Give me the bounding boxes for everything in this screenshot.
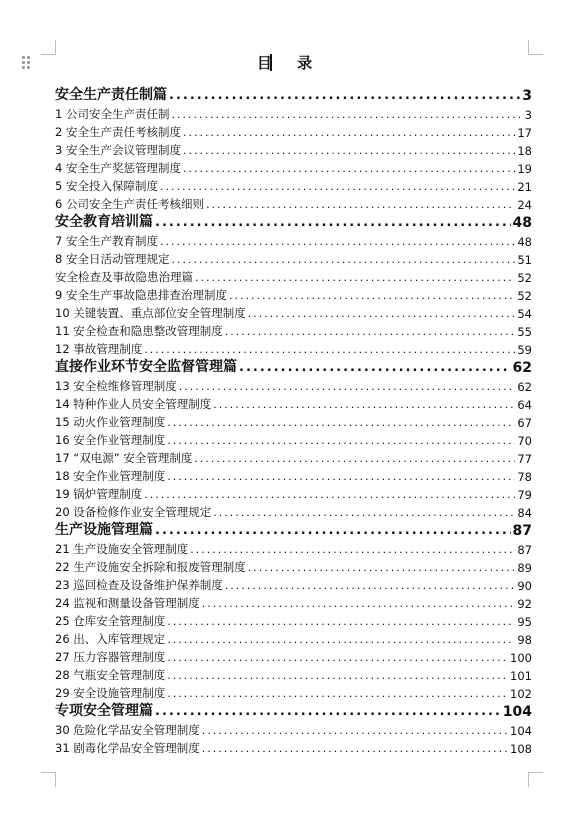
- toc-entry-label: 31 剧毒化学品安全管理制度: [55, 741, 200, 755]
- dot-leader: [183, 145, 515, 158]
- dot-leader: [169, 89, 520, 104]
- toc-entry[interactable]: [55, 629, 532, 647]
- toc-entry[interactable]: [55, 484, 532, 502]
- toc-page-number: 87: [512, 523, 532, 539]
- toc-page-number: 3: [524, 108, 532, 122]
- toc-entry[interactable]: [55, 231, 532, 249]
- toc-entry-label: 4 安全生产奖惩管理制度: [55, 161, 181, 175]
- toc-entry-label: 14 特种作业人员安全管理制度: [55, 397, 212, 411]
- dot-leader: [206, 199, 515, 212]
- toc-entry[interactable]: [55, 176, 532, 194]
- toc-entry-label: 7 安全生产教育制度: [55, 234, 158, 248]
- dot-leader: [155, 524, 511, 539]
- toc-entry-label: 17 “双电源” 安全管理制度: [55, 451, 193, 465]
- dot-leader: [194, 453, 515, 466]
- dot-leader: [202, 725, 508, 738]
- toc-page-number: 55: [517, 325, 532, 339]
- dot-leader: [144, 344, 515, 357]
- toc-entry[interactable]: [55, 303, 532, 321]
- toc-entry[interactable]: [55, 575, 532, 593]
- toc-page-number: 92: [517, 597, 532, 611]
- toc-entry-label: 1 公司安全生产责任制: [55, 107, 170, 121]
- toc-page-number: 98: [517, 633, 532, 647]
- margin-mark-bottom-left: [41, 772, 56, 787]
- toc-entry[interactable]: [55, 430, 532, 448]
- dot-leader: [183, 163, 515, 176]
- toc-entry-label: 2 安全生产责任考核制度: [55, 125, 181, 139]
- toc-page-number: 90: [517, 579, 532, 593]
- dot-leader: [167, 471, 515, 484]
- dot-leader: [155, 216, 511, 231]
- toc-page-number: 48: [517, 235, 532, 249]
- toc-entry[interactable]: [55, 738, 532, 756]
- toc-page-number: 108: [510, 742, 532, 756]
- dot-leader: [160, 236, 515, 249]
- toc-entry[interactable]: [55, 502, 532, 520]
- toc-entry[interactable]: [55, 647, 532, 665]
- toc-section-heading[interactable]: [55, 520, 532, 539]
- dot-leader: [171, 254, 515, 267]
- toc-page-number: 52: [517, 289, 532, 303]
- toc-page-number: 78: [517, 470, 532, 484]
- toc-page-number: 17: [517, 126, 532, 140]
- toc-page-number: 101: [510, 669, 532, 683]
- table-of-contents: [55, 85, 532, 756]
- toc-entry[interactable]: [55, 665, 532, 683]
- dot-leader: [167, 616, 515, 629]
- toc-entry-label: 3 安全生产会议管理制度: [55, 143, 181, 157]
- toc-page-number: 59: [517, 343, 532, 357]
- toc-page-number: 87: [517, 543, 532, 557]
- toc-entry-label: 10 关键装置、重点部位安全管理制度: [55, 306, 246, 320]
- toc-page-number: 70: [517, 434, 532, 448]
- dot-leader: [202, 598, 516, 611]
- toc-entry-label: 生产设施管理篇: [55, 522, 153, 538]
- toc-entry-label: 28 气瓶安全管理制度: [55, 668, 166, 682]
- dot-leader: [213, 399, 515, 412]
- toc-entry-label: 26 出、入库管理规定: [55, 632, 166, 646]
- toc-entry-label: 18 安全作业管理制度: [55, 469, 166, 483]
- toc-entry-label: 16 安全作业管理制度: [55, 433, 166, 447]
- toc-entry[interactable]: [55, 158, 532, 176]
- toc-page-number: 24: [517, 198, 532, 212]
- toc-page-number: 77: [517, 452, 532, 466]
- toc-entry[interactable]: [55, 466, 532, 484]
- toc-entry-label: 8 安全日活动管理规定: [55, 252, 170, 266]
- toc-entry-label: 12 事故管理制度: [55, 342, 143, 356]
- toc-entry-label: 27 压力容器管理制度: [55, 650, 166, 664]
- toc-page-number: 52: [517, 271, 532, 285]
- toc-entry[interactable]: [55, 376, 532, 394]
- toc-entry[interactable]: [55, 539, 532, 557]
- margin-mark-bottom-right: [528, 772, 543, 787]
- dot-leader: [225, 580, 516, 593]
- dot-leader: [167, 652, 508, 665]
- toc-entry[interactable]: [55, 611, 532, 629]
- page-title: 目 录: [256, 54, 323, 72]
- toc-page-number: 104: [502, 704, 532, 720]
- dot-leader: [183, 127, 515, 140]
- toc-entry-label: 22 生产设施安全拆除和报废管理制度: [55, 560, 246, 574]
- toc-page-number: 67: [517, 416, 532, 430]
- toc-entry[interactable]: [55, 448, 532, 466]
- dot-leader: [190, 544, 515, 557]
- dot-leader: [144, 489, 515, 502]
- toc-entry-label: 6 公司安全生产责任考核细则: [55, 197, 204, 211]
- dot-leader: [167, 688, 508, 701]
- dot-leader: [202, 743, 508, 756]
- toc-entry-label: 15 动火作业管理制度: [55, 415, 166, 429]
- toc-entry[interactable]: [55, 412, 532, 430]
- toc-entry-label: 专项安全管理篇: [55, 703, 153, 719]
- toc-entry-label: 24 监视和测量设备管理制度: [55, 596, 200, 610]
- toc-entry[interactable]: [55, 122, 532, 140]
- toc-entry-label: 安全生产责任制篇: [55, 87, 167, 103]
- toc-entry[interactable]: [55, 593, 532, 611]
- toc-entry[interactable]: [55, 267, 532, 285]
- dot-leader: [239, 361, 511, 376]
- toc-entry[interactable]: [55, 321, 532, 339]
- toc-page-number: 18: [517, 144, 532, 158]
- toc-entry-label: 23 巡回检查及设备维护保养制度: [55, 578, 223, 592]
- toc-entry-label: 25 仓库安全管理制度: [55, 614, 166, 628]
- toc-page-number: 64: [517, 398, 532, 412]
- toc-entry-label: 11 安全检查和隐患整改管理制度: [55, 324, 223, 338]
- toc-entry-label: 9 安全生产事故隐患排查治理制度: [55, 288, 227, 302]
- toc-entry-label: 直接作业环节安全监督管理篇: [55, 359, 237, 375]
- toc-page-number: 84: [517, 506, 532, 520]
- toc-entry[interactable]: [55, 720, 532, 738]
- toc-entry[interactable]: [55, 104, 532, 122]
- toc-entry[interactable]: [55, 194, 532, 212]
- dot-leader: [171, 109, 522, 122]
- toc-page-number: 19: [517, 162, 532, 176]
- toc-entry-label: 安全教育培训篇: [55, 214, 153, 230]
- dot-leader: [167, 435, 515, 448]
- toc-entry-label: 安全检查及事故隐患治理篇: [55, 270, 193, 284]
- toc-entry-label: 13 安全检维修管理制度: [55, 379, 177, 393]
- toc-page-number: 100: [510, 651, 532, 665]
- toc-entry-label: 29 安全设施管理制度: [55, 686, 166, 700]
- toc-page-number: 51: [517, 253, 532, 267]
- toc-entry-label: 20 设备检修作业安全管理规定: [55, 505, 212, 519]
- toc-page-number: 79: [517, 488, 532, 502]
- dot-leader: [179, 381, 516, 394]
- toc-entry[interactable]: [55, 683, 532, 701]
- toc-page-number: 95: [517, 615, 532, 629]
- dot-leader: [248, 562, 516, 575]
- toc-page-number: 48: [512, 215, 532, 231]
- dot-leader: [167, 670, 508, 683]
- toc-section-heading[interactable]: [55, 212, 532, 231]
- toc-page-number: 62: [512, 360, 532, 376]
- toc-page-number: 62: [517, 380, 532, 394]
- toc-page-number: 3: [522, 88, 532, 104]
- toc-page-number: 21: [517, 180, 532, 194]
- toc-entry[interactable]: [55, 140, 532, 158]
- dot-leader: [167, 417, 515, 430]
- toc-entry[interactable]: [55, 285, 532, 303]
- dot-leader: [167, 634, 515, 647]
- toc-entry-label: 19 锅炉管理制度: [55, 487, 143, 501]
- dot-leader: [225, 326, 516, 339]
- toc-section-heading[interactable]: [55, 357, 532, 376]
- toc-entry[interactable]: [55, 557, 532, 575]
- dot-leader: [248, 308, 516, 321]
- dot-leader: [229, 290, 515, 303]
- toc-section-heading[interactable]: [55, 85, 532, 104]
- toc-page-number: 104: [510, 724, 532, 738]
- toc-page-number: 102: [510, 687, 532, 701]
- dot-leader: [160, 181, 515, 194]
- toc-page-number: 54: [517, 307, 532, 321]
- toc-entry-label: 30 危险化学品安全管理制度: [55, 723, 200, 737]
- toc-page-number: 89: [517, 561, 532, 575]
- dot-leader: [213, 507, 515, 520]
- toc-entry-label: 21 生产设施安全管理制度: [55, 542, 189, 556]
- toc-entry[interactable]: [55, 394, 532, 412]
- dot-leader: [155, 705, 501, 720]
- toc-section-heading[interactable]: [55, 701, 532, 720]
- toc-entry[interactable]: [55, 249, 532, 267]
- toc-entry-label: 5 安全投入保障制度: [55, 179, 158, 193]
- toc-entry[interactable]: [55, 339, 532, 357]
- dot-leader: [195, 272, 515, 285]
